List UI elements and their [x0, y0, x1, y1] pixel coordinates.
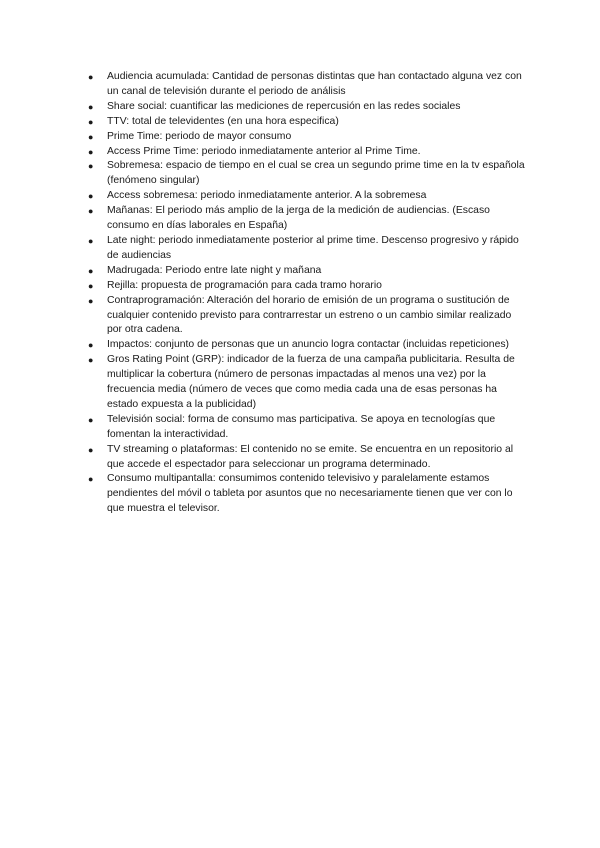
list-item-text: Impactos: conjunto de personas que un anuncio logra contactar (incluidas repeticiones) [107, 339, 510, 351]
list-item-text: Consumo multipantalla: consumimos contenido televisivo y paralelamente estamos pendientes del móvil o tableta por asuntos que no necesariamente tienen que ver con lo que muestra el televisor. [107, 473, 513, 515]
list-item [88, 100, 528, 115]
list-item [88, 353, 528, 413]
bullet-icon: ● [88, 116, 94, 127]
bullet-icon: ● [88, 72, 94, 82]
bullet-icon: ● [88, 474, 94, 485]
list-item [88, 443, 528, 473]
list-item-text: Audiencia acumulada: Cantidad de personas distintas que han contactado alguna vez con un canal de televisión durante el periodo de análisis [107, 71, 522, 97]
list-item [88, 338, 528, 353]
bullet-icon: ● [88, 206, 94, 217]
list-item [88, 279, 528, 294]
list-item [88, 294, 528, 339]
list-item-text: Gros Rating Point (GRP): indicador de la fuerza de una campaña publicitaria. Resulta de multiplicar la cobertura (número de personas impactadas al menos una vez) por la frecuencia media (número de veces que como media cada una de esas personas ha estado expuesta a la publicidad) [107, 354, 515, 410]
list-item-text: Share social: cuantificar las mediciones de repercusión en las redes sociales [107, 100, 461, 112]
list-item-text: Late night: periodo inmediatamente posterior al prime time. Descenso progresivo y rápido de audiencias [107, 234, 519, 261]
list-item [88, 130, 528, 145]
bullet-icon: ● [88, 131, 94, 142]
bullet-icon: ● [88, 191, 94, 202]
list-item [88, 234, 528, 264]
bullet-icon: ● [88, 295, 94, 306]
list-item [88, 115, 528, 130]
list-item-text: Contraprogramación: Alteración del horario de emisión de un programa o sustitución de cualquier contenido previsto para contrarrestar un estreno o un cambio similar realizado por otra cadena. [107, 294, 512, 336]
list-item [88, 204, 528, 234]
bullet-icon: ● [88, 280, 94, 291]
list-item-text: Televisión social: forma de consumo mas participativa. Se apoya en tecnologías que fomentan la interactividad. [107, 413, 496, 440]
bullet-icon: ● [88, 355, 94, 366]
list-item [88, 70, 528, 100]
list-item-text: TV streaming o plataformas: El contenido no se emite. Se encuentra en un repositorio al que accede el espectador para seleccionar un programa determinado. [107, 443, 514, 470]
list-item-text: Access sobremesa: periodo inmediatamente anterior. A la sobremesa [107, 190, 427, 202]
bullet-icon: ● [88, 265, 94, 276]
list-item [88, 145, 528, 160]
list-item [88, 413, 528, 443]
bullet-icon: ● [88, 101, 94, 112]
list-item-text: Mañanas: El periodo más amplio de la jerga de la medición de audiencias. (Escaso consumo en días laborales en España) [107, 205, 490, 232]
list-item-text: Madrugada: Periodo entre late night y mañana [107, 264, 322, 276]
list-item [88, 189, 528, 204]
glossary-list [88, 70, 528, 517]
list-item [88, 472, 528, 517]
bullet-icon: ● [88, 146, 94, 157]
list-item-text: TTV: total de televidentes (en una hora especifica) [107, 115, 339, 127]
list-item-text: Access Prime Time: periodo inmediatamente anterior al Prime Time. [107, 145, 421, 157]
bullet-icon: ● [88, 414, 94, 425]
list-item-text: Prime Time: periodo de mayor consumo [107, 130, 292, 142]
bullet-icon: ● [88, 161, 94, 172]
list-item-text: Sobremesa: espacio de tiempo en el cual se crea un segundo prime time en la tv española (fenómeno singular) [107, 160, 525, 187]
list-item [88, 264, 528, 279]
list-item [88, 159, 528, 189]
bullet-icon: ● [88, 444, 94, 455]
bullet-icon: ● [88, 235, 94, 246]
list-item-text: Rejilla: propuesta de programación para cada tramo horario [107, 279, 382, 291]
bullet-icon: ● [88, 340, 94, 351]
